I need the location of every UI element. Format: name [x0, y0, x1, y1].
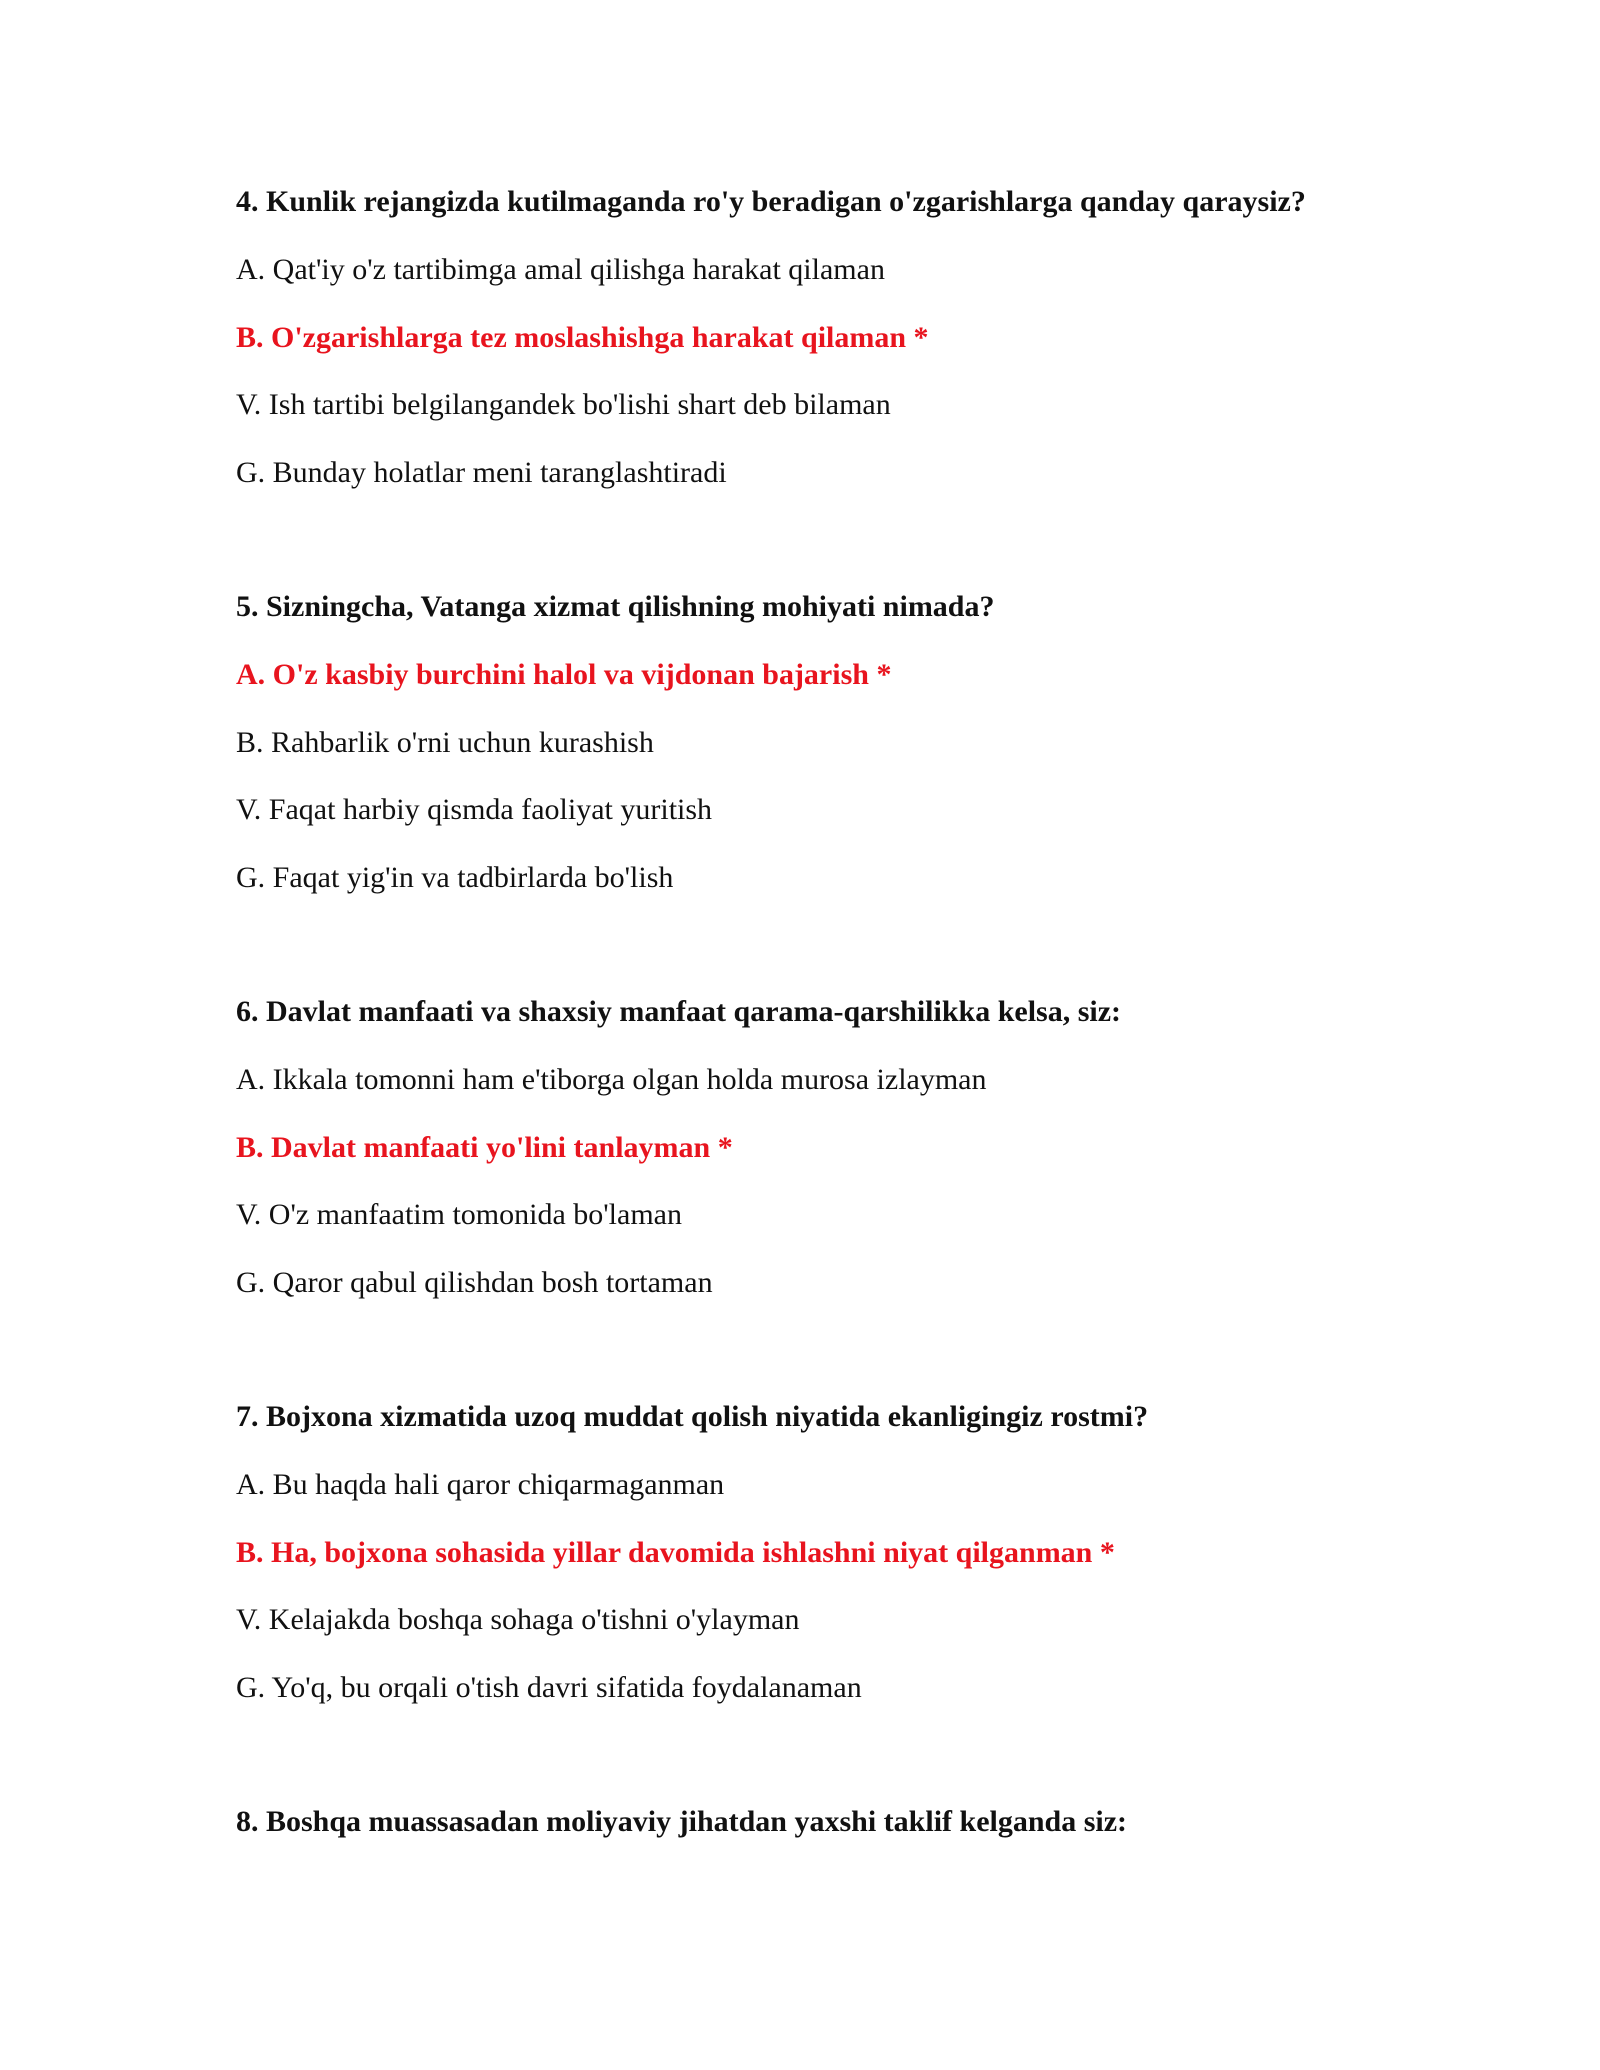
block-spacer: [236, 520, 1436, 587]
option-v: V. O'z manfaatim tomonida bo'laman: [236, 1198, 682, 1231]
question-6: [236, 992, 1436, 1303]
question-7: [236, 1397, 1436, 1708]
option-v: V. Ish tartibi belgilangandek bo'lishi shart deb bilaman: [236, 388, 891, 421]
option-g: G. Faqat yig'in va tadbirlarda bo'lish: [236, 860, 674, 894]
option-a-correct: A. O'z kasbiy burchini halol va vijdonan bajarish *: [236, 658, 892, 691]
question-text: 8. Boshqa muassasadan moliyaviy jihatdan yaxshi taklif kelganda siz:: [236, 1805, 1128, 1838]
question-text: 5. Sizningcha, Vatanga xizmat qilishning mohiyati nimada?: [236, 590, 995, 623]
option-a: A. Ikkala tomonni ham e'tiborga olgan holda murosa izlayman: [236, 1063, 987, 1096]
question-5: [236, 587, 1436, 898]
question-4: [236, 182, 1436, 493]
option-b-correct: B. Ha, bojxona sohasida yillar davomida ishlashni niyat qilganman *: [236, 1535, 1115, 1569]
question-8: [236, 1802, 1436, 1842]
option-a: A. Qat'iy o'z tartibimga amal qilishga harakat qilaman: [236, 253, 885, 286]
option-b-correct: B. Davlat manfaati yo'lini tanlayman *: [236, 1130, 733, 1164]
option-v: V. Faqat harbiy qismda faoliyat yuritish: [236, 793, 713, 826]
question-text: 7. Bojxona xizmatida uzoq muddat qolish niyatida ekanligingiz rostmi?: [236, 1400, 1149, 1433]
question-text: 4. Kunlik rejangizda kutilmaganda ro'y beradigan o'zgarishlarga qanday qaraysiz?: [236, 185, 1306, 218]
question-text: 6. Davlat manfaati va shaxsiy manfaat qarama-qarshilikka kelsa, siz:: [236, 995, 1122, 1028]
block-spacer: [236, 1735, 1436, 1802]
document-page: [236, 182, 1436, 1870]
block-spacer: [236, 1330, 1436, 1397]
option-b: B. Rahbarlik o'rni uchun kurashish: [236, 725, 654, 759]
option-g: G. Bunday holatlar meni taranglashtiradi: [236, 455, 727, 489]
block-spacer: [236, 925, 1436, 992]
option-b-correct: B. O'zgarishlarga tez moslashishga harakat qilaman *: [236, 320, 929, 354]
option-g: G. Qaror qabul qilishdan bosh tortaman: [236, 1265, 713, 1299]
option-a: A. Bu haqda hali qaror chiqarmaganman: [236, 1468, 725, 1501]
option-v: V. Kelajakda boshqa sohaga o'tishni o'ylayman: [236, 1603, 800, 1636]
option-g: G. Yo'q, bu orqali o'tish davri sifatida foydalanaman: [236, 1670, 862, 1704]
